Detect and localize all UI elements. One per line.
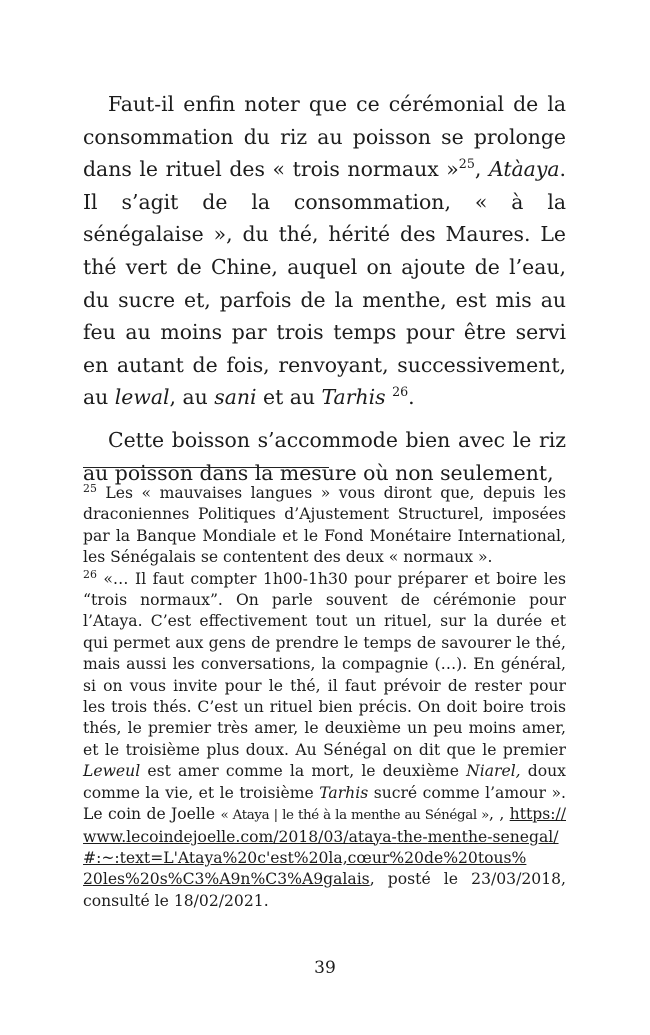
footnote-text: «… Il faut compter 1h00-1h30 pour préparer et boire les “trois normaux”. On parle souvent de cérémonie pour l’Ataya. C’est effectivement tout un rituel, sur la durée et qui permet aux gens de prendre le temps de savourer le thé, mais aussi les conversations, la compagnie (…). En général, si on vous invite pour le thé, il faut prévoir de rester pour les trois thés. C’est un rituel bien précis. On doit boire trois thés, le premier très amer, le deuxième un peu moins amer, et le troisième plus doux. Au Sénégal on dit que le premier [83, 569, 566, 759]
footnote-ref-26[interactable]: 26 [392, 384, 409, 400]
text-run: . [408, 385, 415, 410]
paragraph-2: Cette boisson s’accommode bien avec le riz au poisson dans la mesure où non seulement, [83, 427, 566, 485]
italic-term: Niarel, [466, 762, 521, 781]
paragraph-1 [83, 88, 566, 414]
italic-term: Leweul [83, 762, 141, 781]
italic-term: lewal [114, 385, 170, 410]
footnote-number: 25 [83, 481, 97, 495]
footnote-separator [83, 467, 329, 468]
footnote-text: , posté le 23/03/2018, consulté le 18/02/2021. [83, 870, 566, 910]
footnotes [83, 483, 566, 912]
text-run: et au [256, 385, 322, 410]
text-run: , [474, 157, 489, 182]
italic-term: sani [214, 385, 257, 410]
footnote-text: Les « mauvaises langues » vous diront que, depuis les draconiennes Politiques d’Ajustement Structurel, imposées par la Banque Mondiale et le Fond Monétaire International, les Sénégalais se contentent des deux « normaux ». [83, 484, 566, 567]
text-run: , au [169, 385, 215, 410]
italic-term: Tarhis [321, 385, 386, 410]
source-link[interactable]: https://www.lecoindejoelle.com/2018/03/ataya-the-menthe-senegal/#:~:text=L'Ataya%20c'est%20la,cœur%20de%20tous%20les%20s%C3%A9n%C3%A9galais [83, 805, 566, 889]
footnote-25 [83, 483, 566, 569]
footnote-ref-25[interactable]: 25 [458, 156, 475, 172]
footnote-number: 26 [83, 567, 97, 581]
footnote-26 [83, 569, 566, 913]
source-title: « Ataya | le thé à la menthe au Sénégal » [220, 808, 489, 824]
italic-term: Tarhis [319, 783, 369, 802]
footnote-text: sucré comme l’amour ». Le coin de Joelle [83, 783, 566, 824]
text-run: . Il s’agit de la consommation, « à la sénégalaise », du thé, hérité des Maures. Le thé vert de Chine, auquel on ajoute de l’eau, du sucre et, parfois de la menthe, est mis au feu au moins par trois temps pour être servi en autant de fois, renvoyant, successivement, au [83, 157, 567, 410]
italic-term: Atàaya [488, 157, 560, 182]
main-text [83, 88, 566, 489]
page-number: 39 [314, 958, 336, 978]
text-run: Faut-il enfin noter que ce cérémonial de la consommation du riz au poisson se prolonge dans le rituel des « trois normaux » [83, 92, 566, 182]
footnote-text: , , [489, 805, 510, 824]
footnote-text: doux comme la vie, et le troisième [83, 762, 566, 802]
footnote-text: est amer comme la mort, le deuxième [140, 762, 467, 781]
